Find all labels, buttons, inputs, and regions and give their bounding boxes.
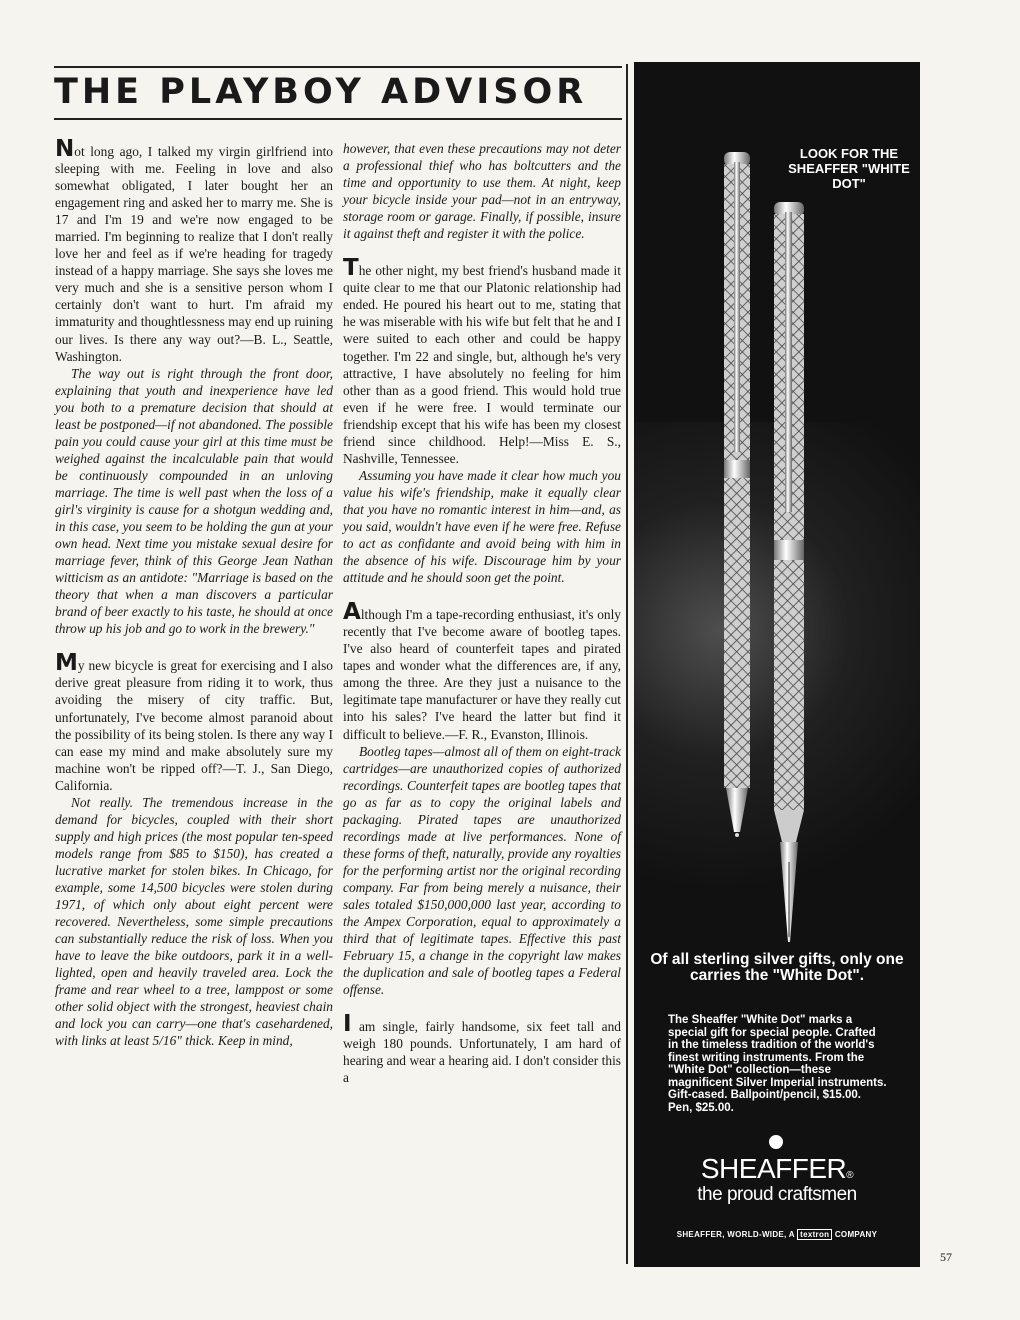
brand-tagline: the proud craftsmen [697,1184,857,1205]
brand-name: SHEAFFER [700,1153,847,1184]
column-left [55,136,333,1049]
footer-text-end: COMPANY [834,1230,878,1239]
letter-3 [343,255,621,467]
answer-2-continued: however, that even these precautions may not deter a professional thief who has boltcutters and the time and opportunity to use them. At night, keep your bicycle inside your pad—not in an entryway, storage room or garage. Finally, if possible, insure it against theft and register it with the police. [343,141,621,242]
letter-text: ot long ago, I talked my virgin girlfriend into sleeping with me. Feeling in love and also somewhat obligated, I later bought her an engagement ring and asked her to marry me. She is 17 and I'm 19 and we're now engaged to be married. I'm beginning to realize that I don't really love her and feel as if we're heading for tragedy instead of a happy marriage. She says she loves me very much and she is a sensitive person whom I certainly don't want to hurt. I'm afraid my immaturity and thoughtlessness may end up ruining our lives. Is there any way out?—B. L., Seattle, Washington. [55,144,333,364]
page-number: 57 [940,1250,952,1264]
ballpoint-pen [724,152,750,837]
title-rule [54,118,622,120]
column-divider [626,64,628,1264]
letter-text: lthough I'm a tape-recording enthusiast, it's only recently that I've become aware of bootleg tapes. I've also heard of counterfeit tapes and pirated tapes and wonder what the differences are, if any, among the three. Are they just a nuisance to the legitimate tape manufacturer or have they really cut into his sales? I've heard the latter but find it difficult to believe.—F. R., Evanston, Illinois. [343,607,621,742]
letter-5 [343,1011,621,1086]
letter-2 [55,650,333,793]
fountain-pen [774,202,804,942]
drop-cap: A [343,599,361,626]
pens-illustration [714,142,834,962]
ad-body-copy: The Sheaffer "White Dot" marks a special gift for special people. Crafted in the timeless tradition of the world's finest writing instruments. From the "White Dot" collection—these magnificent Silver Imperial instruments. Gift-cased. Ballpoint/pencil, $15.00. Pen, $25.00. [668,1014,887,1114]
ad-footer [634,1230,920,1239]
drop-cap: I [343,1011,352,1038]
drop-cap: N [55,136,75,162]
answer-2: Not really. The tremendous increase in the demand for bicycles, coupled with their short supply and high prices (the most popular ten-speed models range from $85 to $150), has created a lucrative market for stolen bikes. In Chicago, for example, some 14,500 bicycles were stolen during 1971, of which only about eight percent were recovered. Nevertheless, some simple precautions can substantially reduce the risk of loss. When you have to leave the bike outdoors, park it in a well-lighted, open and heavily traveled area. Lock the frame and rear wheel to a tree, lamppost or some other solid object with the strongest, heaviest chain and lock you can carry—one that's casehardened, with links at least 5/16" thick. Keep in mind, [55,794,333,1049]
answer-3: Assuming you have made it clear how much you value his wife's friendship, make it equally clear that you have no romantic interest in him—and, as you said, wouldn't have even if he were free. Refuse to act as confidante and avoid being with him in the absence of his wife. Discourage him by your attitude and he should soon get the point. [343,467,621,586]
textron-logo: textron [797,1229,832,1240]
letter-text: am single, fairly handsome, six feet tall and weigh 180 pounds. Unfortunately, I am hard of hearing and wear a hearing aid. I don't consider this a [343,1019,621,1086]
letter-text: he other night, my best friend's husband made it quite clear to me that our Platonic relationship had ended. He poured his heart out to me, stating that he was miserable with his wife but felt that he and I were suited to each other and could be happy together. I'm 22 and single, but, although he's very attractive, I have absolutely no feeling for him other than as a good friend. This would hold true even if he were free. I would terminate our friendship except that his wife has been my closest friend since childhood. Help!—Miss E. S., Nashville, Tennessee. [343,263,621,466]
drop-cap: M [55,650,78,677]
white-dot-icon [769,1135,783,1149]
look-for-caption: LOOK FOR THE SHEAFFER "WHITE DOT" [788,146,910,191]
letter-text: y new bicycle is great for exercising and I also derive great pleasure from riding it to work, thus avoiding the misery of city traffic. But, unfortunately, I've become almost paranoid about the possibility of its being stolen. Is there any way I can ease my mind and make absolutely sure my machine won't be ripped off?—T. J., San Diego, California. [55,658,333,793]
letter-4 [343,599,621,742]
ad-headline: Of all sterling silver gifts, only one carries the "White Dot". [650,951,904,984]
column-middle [343,140,621,1086]
top-rule [54,66,622,68]
letter-1 [55,136,333,365]
drop-cap: T [343,255,359,282]
sheaffer-advertisement [634,62,920,1267]
footer-text: SHEAFFER, WORLD-WIDE, A [676,1230,795,1239]
page-title: THE PLAYBOY ADVISOR [54,72,588,112]
answer-4: Bootleg tapes—almost all of them on eight-track cartridges—are unauthorized copies of authorized recordings. Counterfeit tapes are bootleg tapes that go as far as to copy the original labels and packaging. Pirated tapes are unauthorized recordings made at live performances. None of these forms of theft, naturally, provide any royalties for the performing artist nor the original recording company. Far from being merely a nuisance, their sales totaled $150,000,000 last year, according to the Ampex Corporation, equal to approximately a third that of legitimate tapes. Effective this past February 15, a change in the copyright law makes the duplication and sale of bootleg tapes a Federal offense. [343,743,621,998]
answer-1: The way out is right through the front door, explaining that youth and inexperience have led you both to a premature decision that should at least be postponed—if not abandoned. The possible pain you could cause your girl at this time must be weighed against the incalculable pain that would be continuously compounded in an unloving marriage. The time is well past when the loss of a girl's virginity is cause for a shotgun wedding and, in this case, you seem to be holding the gun at your own head. Next time you mistake sexual desire for marriage fever, think of this George Jean Nathan witticism as an antidote: "Marriage is based on the theory that when a man discovers a particular brand of beer exactly to his taste, he should at once throw up his job and go to work in the brewery." [55,365,333,637]
registered-mark: ® [846,1170,854,1181]
